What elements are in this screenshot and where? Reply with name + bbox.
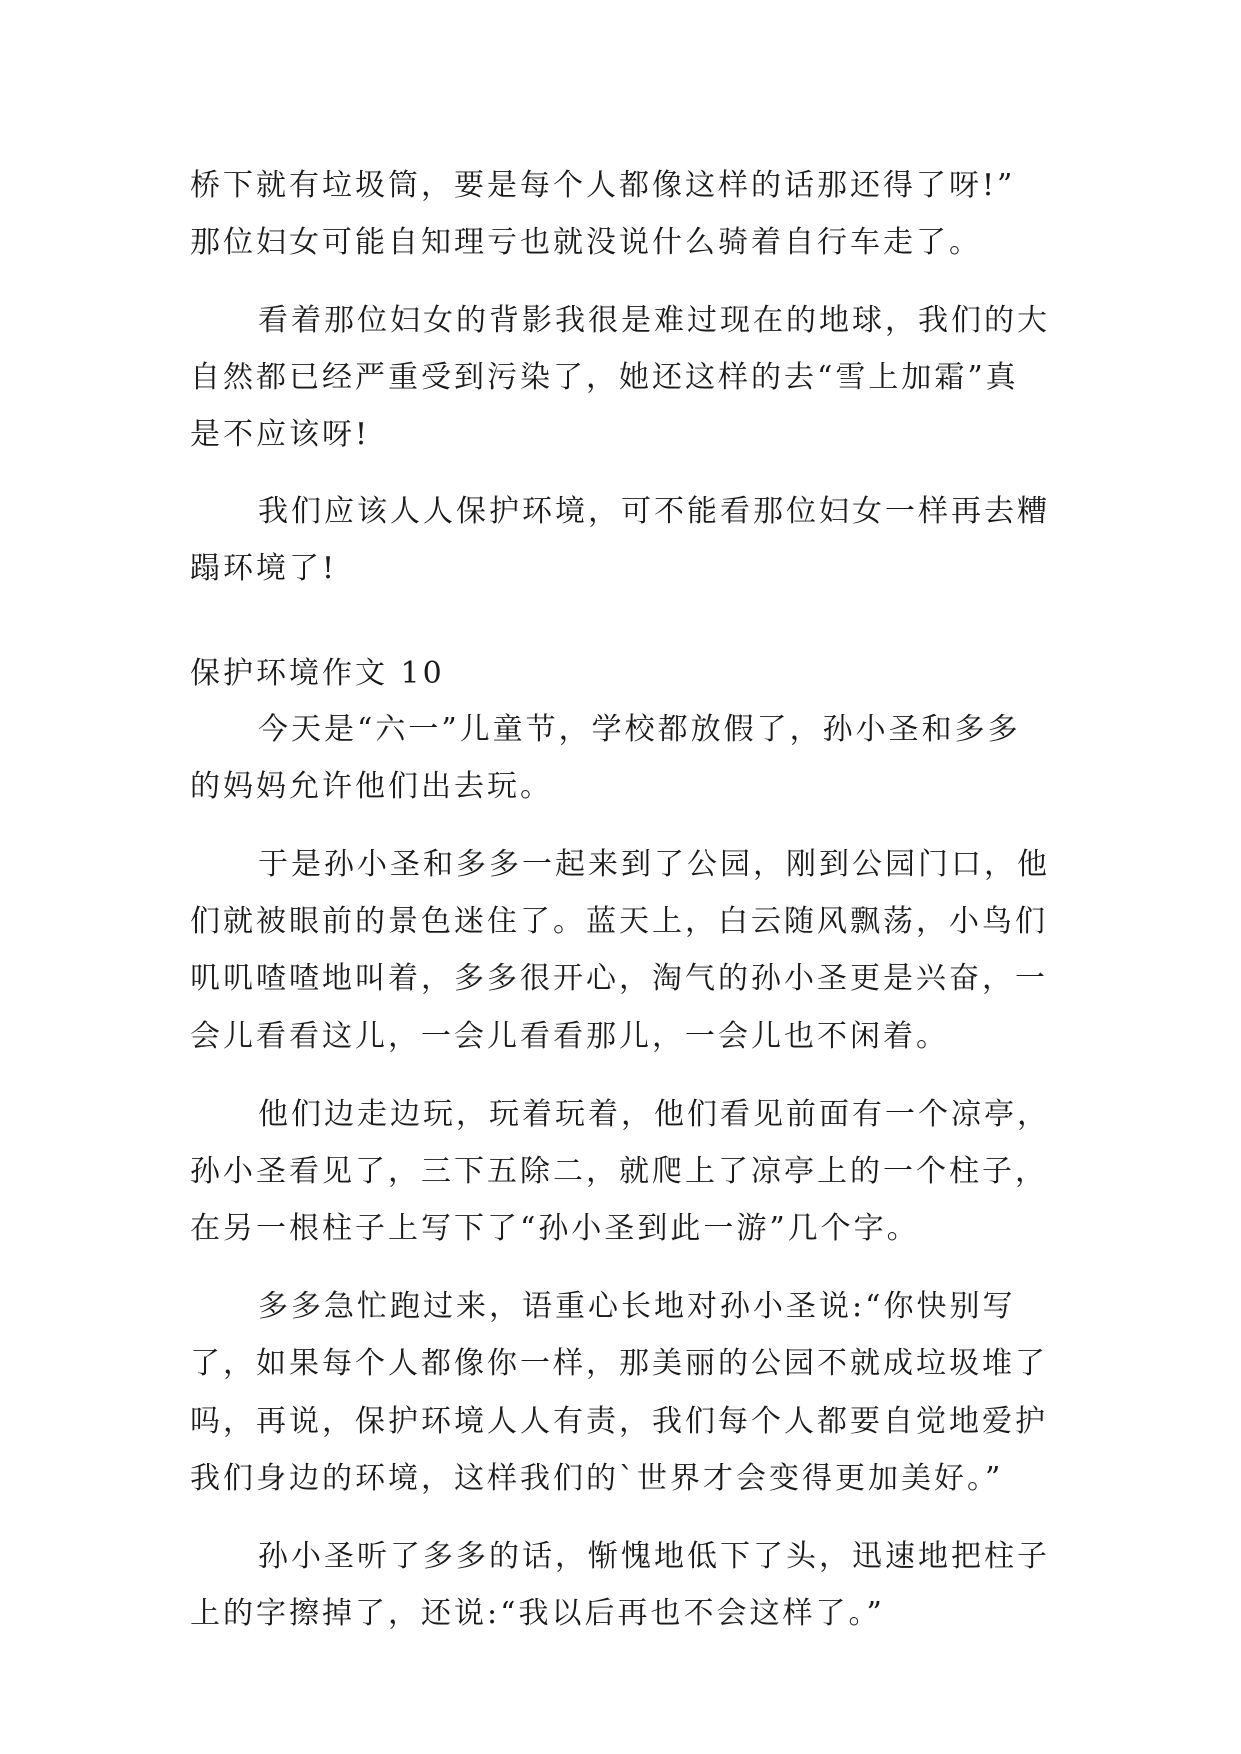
text-line-1: 桥下就有垃圾筒，要是每个人都像这样的话那还得了呀!” <box>190 168 1016 203</box>
text-line-16: 孙小圣看见了，三下五除二，就爬上了凉亭上的一个柱子， <box>190 1154 1048 1189</box>
text-line-10: 的妈妈允许他们出去玩。 <box>190 769 553 804</box>
text-line-2: 那位妇女可能自知理亏也就没说什么骑着自行车走了。 <box>190 225 982 260</box>
text-line-7: 蹋环境了! <box>190 551 338 586</box>
text-line-5: 是不应该呀! <box>190 417 371 452</box>
text-line-22: 孙小圣听了多多的话，惭愧地低下了头，迅速地把柱子 <box>258 1539 1050 1574</box>
text-line-18: 多多急忙跑过来，语重心长地对孙小圣说:“你快别写 <box>258 1289 1016 1324</box>
text-line-6: 我们应该人人保护环境，可不能看那位妇女一样再去糟 <box>258 494 1050 529</box>
text-line-9: 今天是“六一”儿童节，学校都放假了，孙小圣和多多 <box>258 712 1021 747</box>
text-line-3: 看着那位妇女的背影我很是难过现在的地球，我们的大 <box>258 303 1050 338</box>
text-line-13: 叽叽喳喳地叫着，多多很开心，淘气的孙小圣更是兴奋，一 <box>190 961 1048 996</box>
text-line-15: 他们边走边玩，玩着玩着，他们看见前面有一个凉亭， <box>258 1097 1050 1132</box>
text-line-20: 吗，再说，保护环境人人有责，我们每个人都要自觉地爱护 <box>190 1404 1048 1439</box>
text-line-23: 上的字擦掉了，还说:“我以后再也不会这样了。” <box>190 1596 885 1631</box>
text-line-11: 于是孙小圣和多多一起来到了公园，刚到公园门口，他 <box>258 847 1050 882</box>
text-line-14: 会儿看看这儿，一会儿看看那儿，一会儿也不闲着。 <box>190 1019 949 1054</box>
text-line-4: 自然都已经严重受到污染了，她还这样的去“雪上加霜”真 <box>190 360 1019 395</box>
section-heading: 保护环境作文 10 <box>190 656 445 691</box>
text-line-21: 我们身边的环境，这样我们的`世界才会变得更加美好。” <box>190 1461 1004 1496</box>
text-line-17: 在另一根柱子上写下了“孙小圣到此一游”几个字。 <box>190 1211 920 1246</box>
text-line-19: 了，如果每个人都像你一样，那美丽的公园不就成垃圾堆了 <box>190 1346 1048 1381</box>
text-line-12: 们就被眼前的景色迷住了。蓝天上，白云随风飘荡，小鸟们 <box>190 904 1048 939</box>
